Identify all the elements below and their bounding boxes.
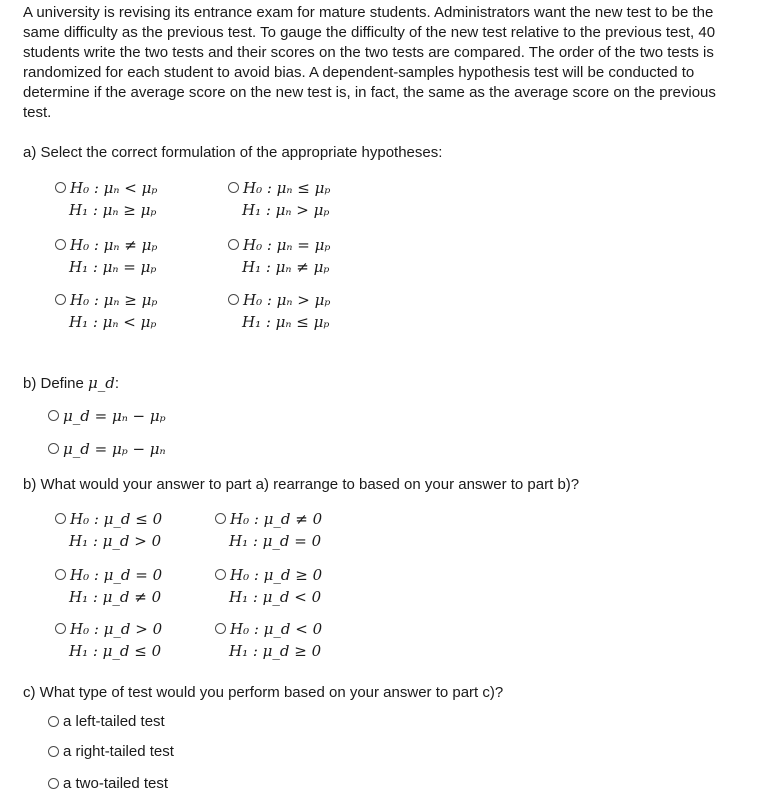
- h1-formula: H₁ : μₙ < μₚ: [69, 313, 157, 331]
- h1-formula: H₁ : μ_d ≥ 0: [229, 642, 322, 660]
- h1-formula: H₁ : μₙ = μₚ: [69, 258, 157, 276]
- h1-formula: H₁ : μ_d > 0: [69, 532, 162, 550]
- part-a-option-1[interactable]: [55, 177, 157, 221]
- h0-formula: H₀ : μₙ ≠ μₚ: [70, 236, 158, 254]
- part-a-option-3[interactable]: [55, 234, 157, 278]
- radio-button[interactable]: [48, 746, 59, 757]
- h1-formula: H₁ : μ_d = 0: [229, 532, 322, 550]
- h1-formula: H₁ : μₙ ≤ μₚ: [242, 313, 330, 331]
- radio-button[interactable]: [55, 182, 66, 193]
- part-c-option-two[interactable]: [48, 773, 168, 795]
- radio-button[interactable]: [48, 778, 59, 789]
- part-b-prompt: b) What would your answer to part a) rearrange to based on your answer to part b)?: [23, 476, 580, 493]
- radio-button[interactable]: [215, 569, 226, 580]
- h0-formula: H₀ : μₙ ≥ μₚ: [70, 291, 158, 309]
- radio-button[interactable]: [55, 239, 66, 250]
- define-option-2[interactable]: [48, 438, 166, 460]
- part-b-option-6[interactable]: [215, 618, 322, 662]
- radio-button[interactable]: [48, 716, 59, 727]
- radio-button[interactable]: [55, 513, 66, 524]
- part-a-option-2[interactable]: [228, 177, 330, 221]
- definition-formula: μ_d = μₚ − μₙ: [63, 440, 166, 458]
- option-label: a left-tailed test: [63, 713, 165, 730]
- h1-formula: H₁ : μ_d ≤ 0: [69, 642, 162, 660]
- h0-formula: H₀ : μₙ ≤ μₚ: [243, 179, 331, 197]
- h1-formula: H₁ : μ_d ≠ 0: [69, 588, 162, 606]
- radio-button[interactable]: [55, 294, 66, 305]
- part-c-prompt: c) What type of test would you perform based on your answer to part c)?: [23, 684, 504, 701]
- h0-formula: H₀ : μ_d ≠ 0: [230, 510, 323, 528]
- part-b-define-prompt: [23, 373, 119, 394]
- mu-d-symbol: μ_d: [88, 374, 115, 392]
- h0-formula: H₀ : μ_d = 0: [70, 566, 163, 584]
- radio-button[interactable]: [55, 569, 66, 580]
- option-label: a right-tailed test: [63, 743, 174, 760]
- part-a-option-4[interactable]: [228, 234, 330, 278]
- define-label: b) Define: [23, 375, 84, 392]
- h1-formula: H₁ : μₙ ≠ μₚ: [242, 258, 330, 276]
- h1-formula: H₁ : μₙ > μₚ: [242, 201, 330, 219]
- h0-formula: H₀ : μ_d > 0: [70, 620, 163, 638]
- radio-button[interactable]: [48, 443, 59, 454]
- h1-formula: H₁ : μₙ ≥ μₚ: [69, 201, 157, 219]
- h1-formula: H₁ : μ_d < 0: [229, 588, 322, 606]
- problem-statement: A university is revising its entrance exam for mature students. Administrators want the new test to be the same difficulty as the previous test. To gauge the difficulty of the new test relative to the previous test, 40 students write the two tests and their scores on the two tests are compared. The order of the two tests is randomized for each student to avoid bias. A dependent-samples hypothesis test will be conducted to determine if the average score on the new test is, in fact, the same as the average score on the previous test.: [23, 4, 716, 121]
- part-a-option-5[interactable]: [55, 289, 157, 333]
- option-label: a two-tailed test: [63, 775, 169, 792]
- part-b-option-3[interactable]: [55, 564, 162, 608]
- part-b-option-2[interactable]: [215, 508, 322, 552]
- part-b-option-5[interactable]: [55, 618, 162, 662]
- part-b-option-1[interactable]: [55, 508, 162, 552]
- h0-formula: H₀ : μₙ = μₚ: [243, 236, 331, 254]
- h0-formula: H₀ : μ_d < 0: [230, 620, 323, 638]
- radio-button[interactable]: [55, 623, 66, 634]
- part-c-option-left[interactable]: [48, 711, 165, 733]
- radio-button[interactable]: [215, 623, 226, 634]
- radio-button[interactable]: [48, 410, 59, 421]
- part-c-option-right[interactable]: [48, 741, 174, 763]
- part-b-option-4[interactable]: [215, 564, 322, 608]
- radio-button[interactable]: [215, 513, 226, 524]
- h0-formula: H₀ : μ_d ≤ 0: [70, 510, 163, 528]
- part-a-prompt: a) Select the correct formulation of the appropriate hypotheses:: [23, 144, 443, 161]
- h0-formula: H₀ : μₙ < μₚ: [70, 179, 158, 197]
- definition-formula: μ_d = μₙ − μₚ: [63, 407, 166, 425]
- define-option-1[interactable]: [48, 405, 166, 427]
- part-a-option-6[interactable]: [228, 289, 330, 333]
- radio-button[interactable]: [228, 182, 239, 193]
- h0-formula: H₀ : μ_d ≥ 0: [230, 566, 323, 584]
- radio-button[interactable]: [228, 294, 239, 305]
- radio-button[interactable]: [228, 239, 239, 250]
- define-colon: :: [114, 375, 120, 392]
- h0-formula: H₀ : μₙ > μₚ: [243, 291, 331, 309]
